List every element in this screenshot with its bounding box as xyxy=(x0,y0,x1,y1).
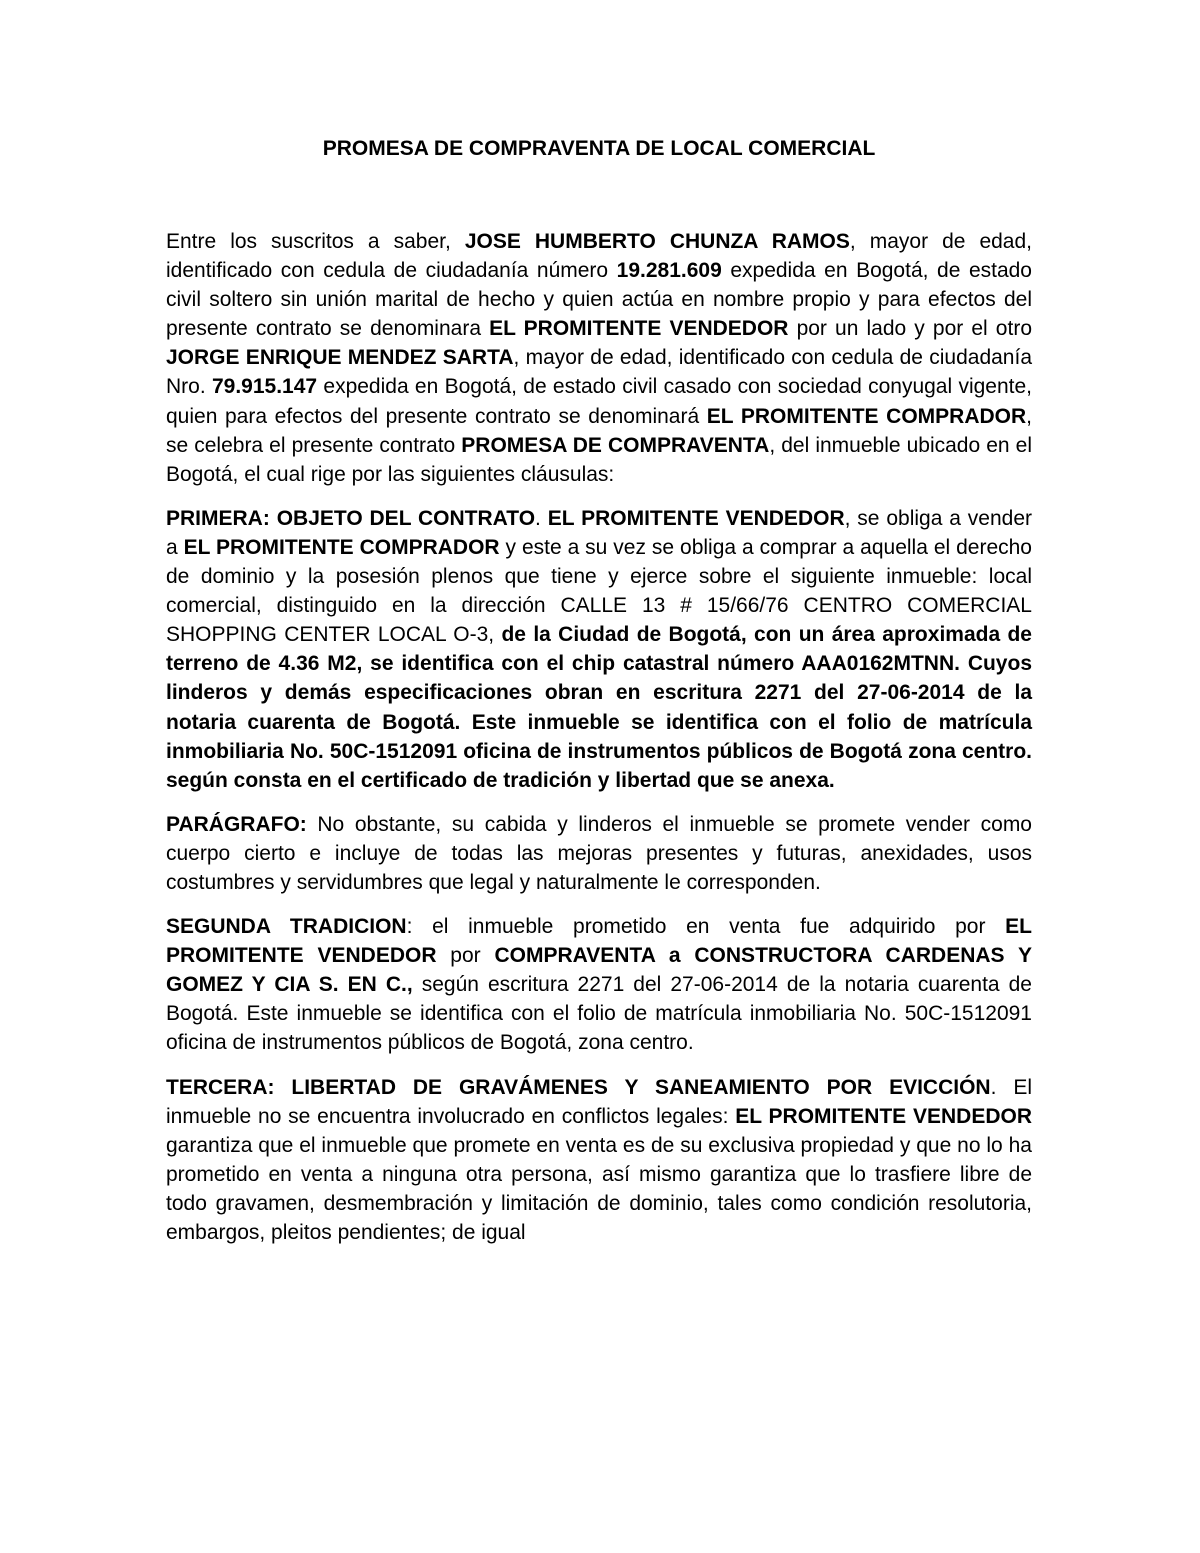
text-run: , mayor de edad, identificado con cedula de ciudadanía Nro. xyxy=(166,346,1032,399)
text-run: . El inmueble no se encuentra involucrado en conflictos legales: xyxy=(166,1075,1032,1128)
bold-text-run: COMPRAVENTA a CONSTRUCTORA CARDENAS Y GOMEZ Y CIA S. EN C., xyxy=(166,944,1032,997)
text-run: garantiza que el inmueble que promete en venta es de su exclusiva propiedad y que no lo ha prometido en venta a ninguna otra persona, así mismo garantiza que lo trasfiere libre de todo gravamen, desmembración y limitación de dominio, tales como condición resolutoria, embargos, pleitos pendientes; de igual xyxy=(166,1133,1032,1244)
text-run: , se celebra el presente contrato xyxy=(166,404,1032,457)
paragraph-tercera xyxy=(166,1073,1032,1248)
document-body xyxy=(166,227,1032,1262)
text-run: Entre los suscritos a saber, xyxy=(166,230,465,253)
bold-text-run: PRIMERA: OBJETO DEL CONTRATO xyxy=(166,506,536,530)
text-run: expedida en Bogotá, de estado civil soltero sin unión marital de hecho y quien actúa en nombre propio y para efectos del presente contrato se denominara xyxy=(166,259,1032,341)
text-run: , mayor de edad, identificado con cedula de ciudadanía número xyxy=(166,230,1032,283)
bold-text-run: EL PROMITENTE VENDEDOR xyxy=(547,506,845,530)
bold-text-run: de la Ciudad de Bogotá, con un área aproximada de terreno de 4.36 M2, se identifica con el chip catastral número AAA0162MTNN. Cuyos linderos y demás especificaciones obran en escritura 2271 del 27-06-2014 de la notaria cuarenta de Bogotá. Este inmueble se identifica con el folio de matrícula inmobiliaria No. 50C-1512091 oficina de instrumentos públicos de Bogotá zona centro. según consta en el certificado de tradición y libertad que se anexa. xyxy=(166,623,1032,792)
text-run: por xyxy=(436,944,495,968)
bold-text-run: EL PROMITENTE COMPRADOR xyxy=(706,404,1027,428)
bold-text-run: JORGE ENRIQUE MENDEZ SARTA xyxy=(166,346,514,370)
bold-text-run: 19.281.609 xyxy=(616,259,722,283)
bold-text-run: EL PROMITENTE COMPRADOR xyxy=(183,535,500,559)
bold-text-run: JOSE HUMBERTO CHUNZA RAMOS xyxy=(464,230,850,253)
text-run: , se obliga a vender a xyxy=(166,506,1032,559)
text-run: . xyxy=(535,506,548,530)
bold-text-run: EL PROMITENTE VENDEDOR xyxy=(166,915,1032,968)
paragraph-intro xyxy=(166,227,1032,489)
bold-text-run: PROMESA DE COMPRAVENTA xyxy=(461,433,770,457)
bold-text-run: SEGUNDA TRADICION xyxy=(166,915,407,939)
text-run: , del inmueble ubicado en el Bogotá, el cual rige por las siguientes cláusulas: xyxy=(166,433,1032,486)
bold-text-run: TERCERA: LIBERTAD DE GRAVÁMENES Y SANEAMIENTO POR EVICCIÓN xyxy=(166,1075,991,1099)
text-run: No obstante, su cabida y linderos el inmueble se promete vender como cuerpo cierto e incluye de todas las mejoras presentes y futuras, anexidades, usos costumbres y servidumbres que legal y naturalmente le corresponden. xyxy=(166,812,1032,894)
paragraph-primera xyxy=(166,504,1032,795)
text-run: : el inmueble prometido en venta fue adquirido por xyxy=(406,915,1006,939)
bold-text-run: 79.915.147 xyxy=(211,375,318,399)
text-run: expedida en Bogotá, de estado civil casado con sociedad conyugal vigente, quien para efectos del presente contrato se denominará xyxy=(166,375,1033,428)
paragraph-segunda xyxy=(166,912,1032,1057)
text-run: por un lado y por el otro xyxy=(788,317,1032,341)
bold-text-run: EL PROMITENTE VENDEDOR xyxy=(735,1104,1033,1128)
text-run: y este a su vez se obliga a comprar a aquella el derecho de dominio y la posesión plenos que tiene y ejerce sobre el siguiente inmueble: local comercial, distinguido en la dirección CALLE 13 # 15/66/76 CENTRO COMERCIAL SHOPPING CENTER LOCAL O-3, xyxy=(166,535,1032,647)
paragraph-paragrafo xyxy=(166,810,1032,897)
document-title: PROMESA DE COMPRAVENTA DE LOCAL COMERCIAL xyxy=(322,137,876,160)
bold-text-run: EL PROMITENTE VENDEDOR xyxy=(489,317,789,341)
text-run: según escritura 2271 del 27-06-2014 de la notaria cuarenta de Bogotá. Este inmueble se identifica con el folio de matrícula inmobiliaria No. 50C-1512091 oficina de instrumentos públicos de Bogotá, zona centro. xyxy=(166,973,1032,1055)
bold-text-run: PARÁGRAFO: xyxy=(166,812,307,836)
